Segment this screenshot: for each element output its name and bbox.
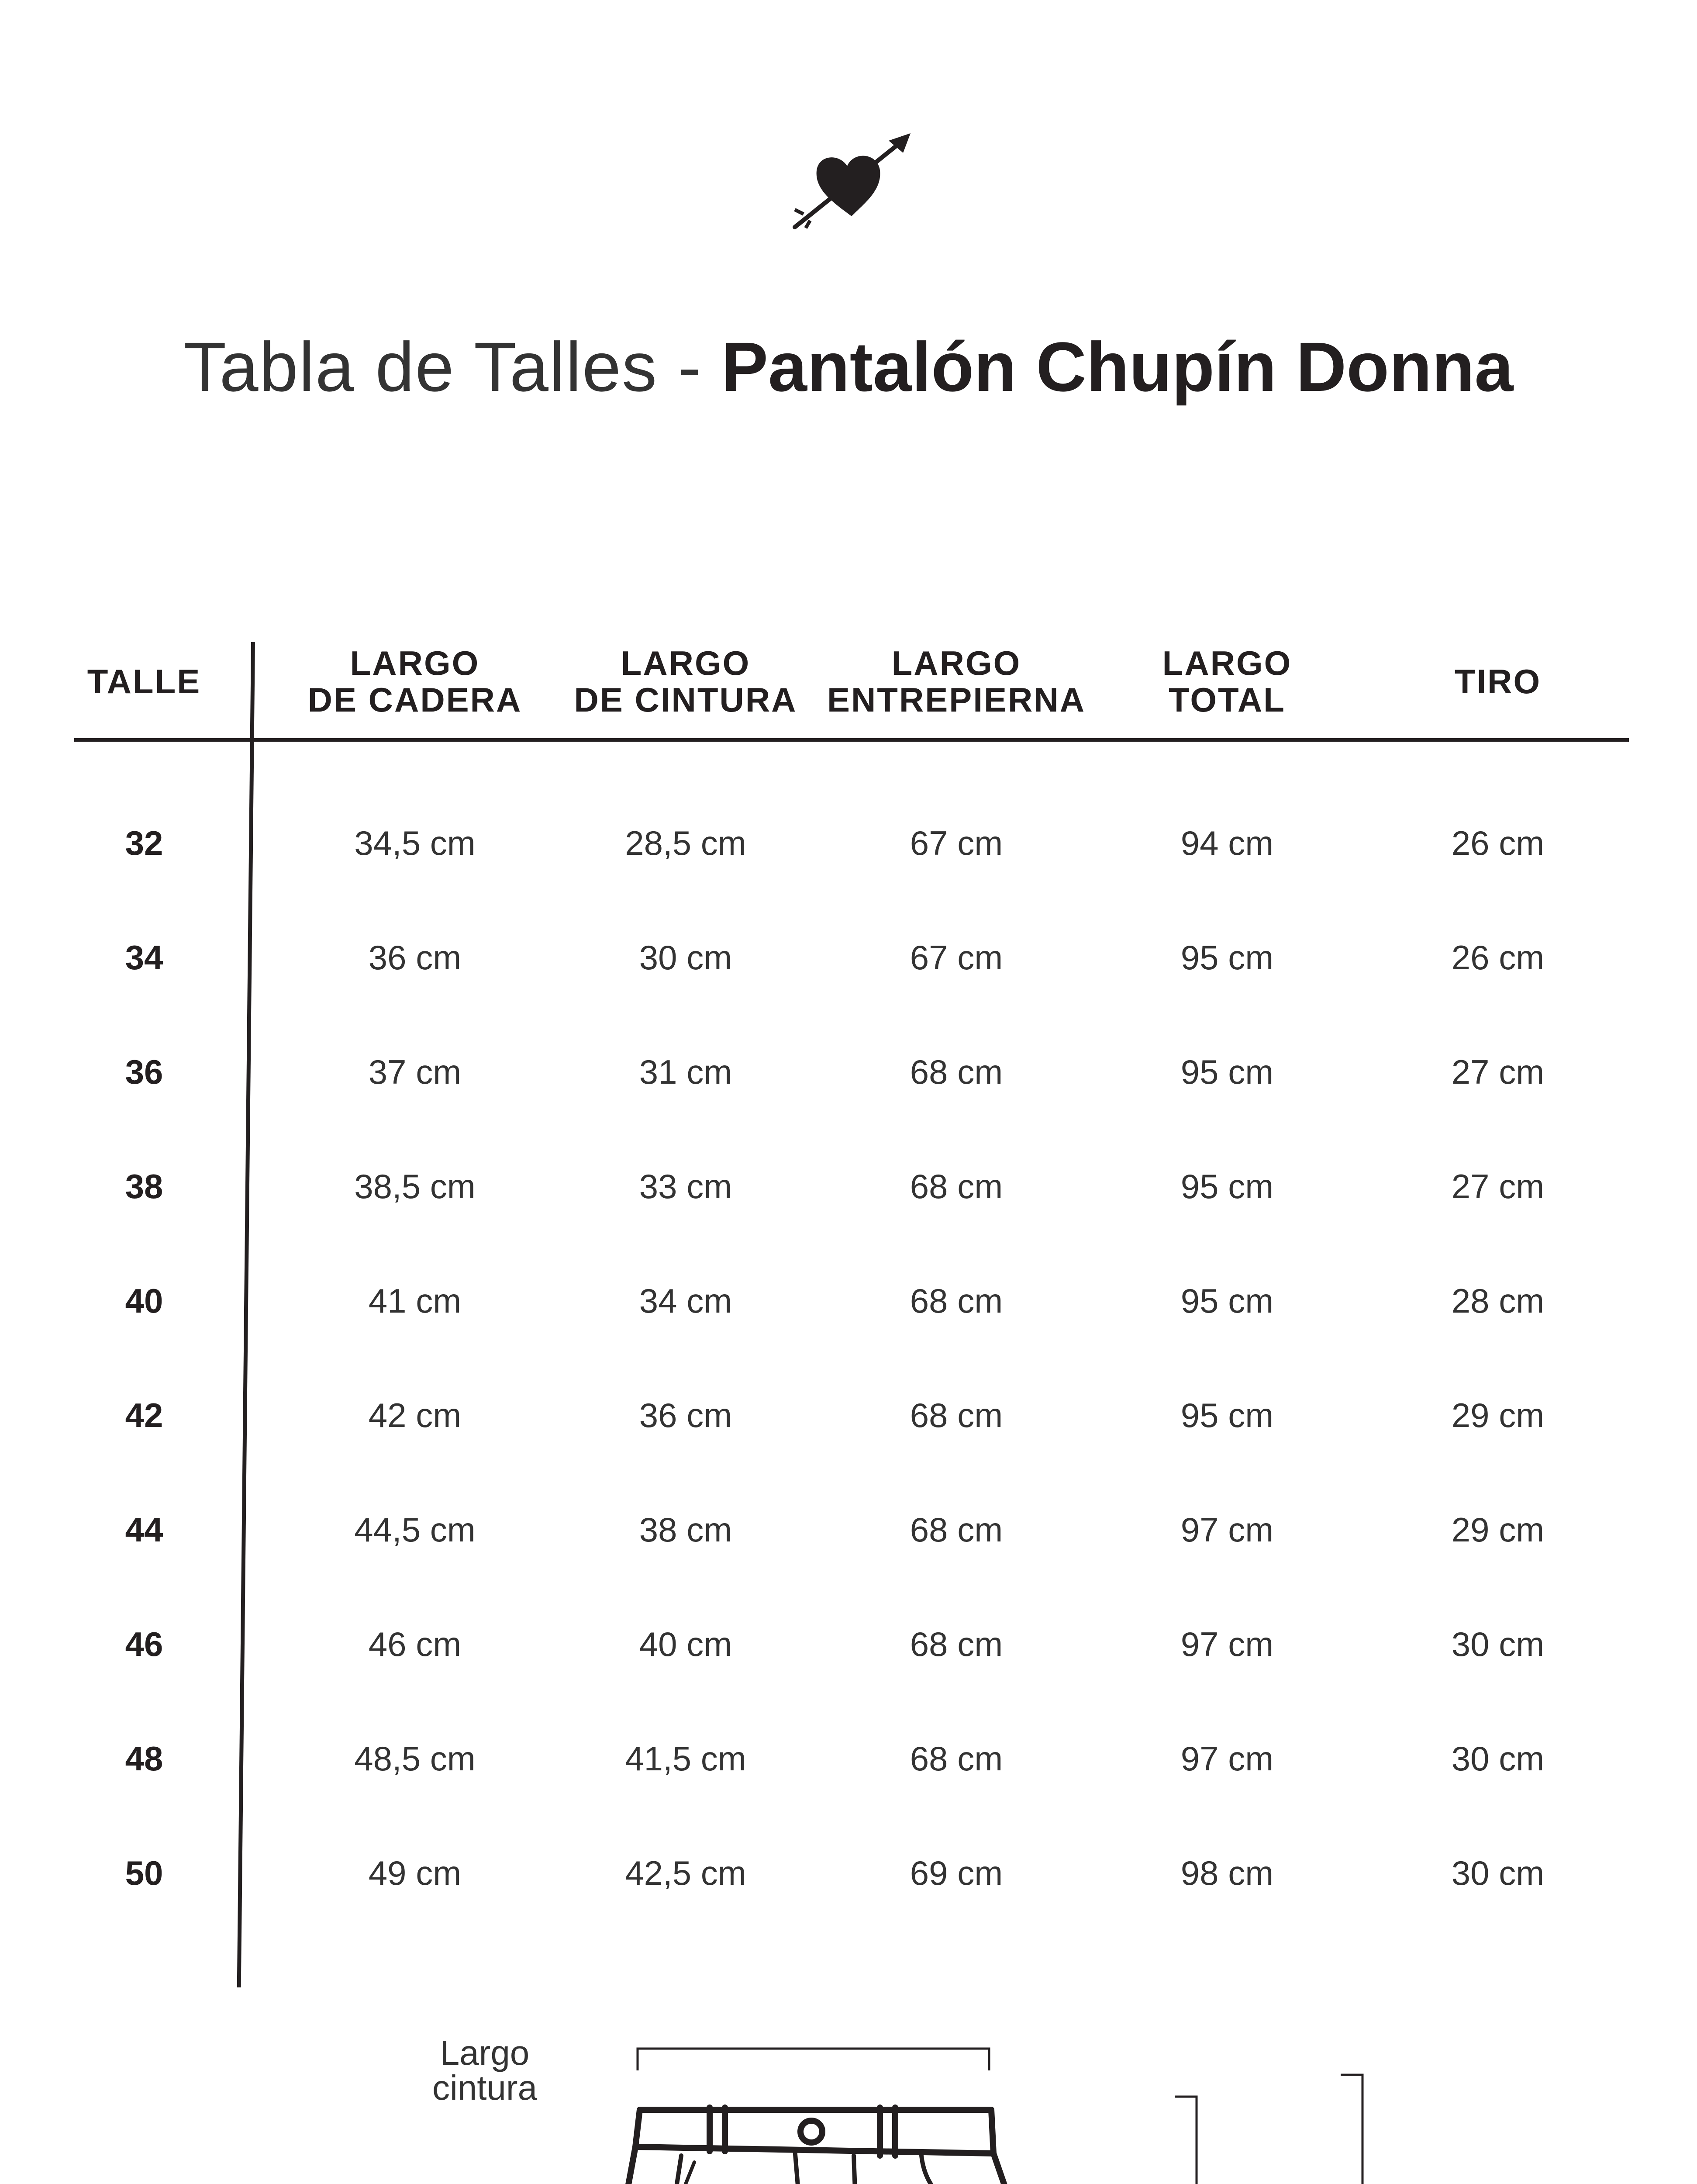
cell-tiro: 28 cm: [1451, 1281, 1545, 1320]
cell-cadera: 42 cm: [368, 1396, 462, 1434]
cell-total: 95 cm: [1180, 1052, 1274, 1091]
cell-entrepierna: 68 cm: [910, 1510, 1003, 1549]
cell-total: 97 cm: [1180, 1739, 1274, 1778]
cell-tiro: 30 cm: [1451, 1739, 1545, 1778]
cell-tiro: 26 cm: [1451, 823, 1545, 862]
cell-total: 95 cm: [1180, 1167, 1274, 1206]
cell-total: 95 cm: [1180, 938, 1274, 977]
cell-entrepierna: 68 cm: [910, 1052, 1003, 1091]
label-largo-cintura: Largo cintura: [432, 2033, 538, 2107]
header-largo-total: LARGO TOTAL: [1162, 644, 1292, 719]
header-largo-entrepierna: LARGO ENTREPIERNA: [827, 644, 1086, 719]
cell-cintura: 41,5 cm: [625, 1739, 746, 1778]
cell-cintura: 30 cm: [639, 938, 732, 977]
cell-entrepierna: 68 cm: [910, 1281, 1003, 1320]
cell-cadera: 34,5 cm: [354, 823, 476, 862]
cell-tiro: 27 cm: [1451, 1052, 1545, 1091]
cell-cadera: 37 cm: [368, 1052, 462, 1091]
cell-talle: 40: [125, 1281, 163, 1320]
cell-cadera: 38,5 cm: [354, 1167, 476, 1206]
cell-cadera: 44,5 cm: [354, 1510, 476, 1549]
cell-cadera: 41 cm: [368, 1281, 462, 1320]
cell-total: 98 cm: [1180, 1853, 1274, 1892]
cell-entrepierna: 67 cm: [910, 938, 1003, 977]
cell-cintura: 28,5 cm: [625, 823, 746, 862]
cell-talle: 36: [125, 1052, 163, 1091]
cell-talle: 42: [125, 1396, 163, 1434]
cell-cadera: 46 cm: [368, 1624, 462, 1663]
cell-tiro: 29 cm: [1451, 1396, 1545, 1434]
heart-with-arrow-icon: [790, 131, 913, 232]
cell-total: 97 cm: [1180, 1510, 1274, 1549]
cell-cintura: 36 cm: [639, 1396, 732, 1434]
header-talle: TALLE: [87, 662, 201, 701]
cell-entrepierna: 68 cm: [910, 1167, 1003, 1206]
page-title-prefix: Tabla de Talles -: [183, 328, 702, 406]
cell-total: 94 cm: [1180, 823, 1274, 862]
cell-cadera: 48,5 cm: [354, 1739, 476, 1778]
page-title: [0, 323, 1697, 411]
header-tiro: TIRO: [1454, 662, 1542, 701]
cell-talle: 38: [125, 1167, 163, 1206]
cell-tiro: 30 cm: [1451, 1853, 1545, 1892]
cell-tiro: 30 cm: [1451, 1624, 1545, 1663]
cell-talle: 32: [125, 823, 163, 862]
cell-tiro: 27 cm: [1451, 1167, 1545, 1206]
cell-cintura: 33 cm: [639, 1167, 732, 1206]
cell-total: 95 cm: [1180, 1281, 1274, 1320]
cell-entrepierna: 68 cm: [910, 1396, 1003, 1434]
cell-cintura: 40 cm: [639, 1624, 732, 1663]
cell-talle: 48: [125, 1739, 163, 1778]
cell-total: 97 cm: [1180, 1624, 1274, 1663]
cell-talle: 46: [125, 1624, 163, 1663]
cell-cintura: 34 cm: [639, 1281, 732, 1320]
page-title-product: Pantalón Chupín Donna: [721, 328, 1514, 406]
header-largo-cadera: LARGO DE CADERA: [307, 644, 522, 719]
cell-tiro: 26 cm: [1451, 938, 1545, 977]
cell-talle: 50: [125, 1853, 163, 1892]
table-header-divider: [74, 738, 1629, 742]
cell-talle: 44: [125, 1510, 163, 1549]
cell-cintura: 31 cm: [639, 1052, 732, 1091]
cell-entrepierna: 68 cm: [910, 1624, 1003, 1663]
cell-entrepierna: 69 cm: [910, 1853, 1003, 1892]
cell-cintura: 42,5 cm: [625, 1853, 746, 1892]
cell-cadera: 36 cm: [368, 938, 462, 977]
cell-talle: 34: [125, 938, 163, 977]
cell-total: 95 cm: [1180, 1396, 1274, 1434]
cell-cintura: 38 cm: [639, 1510, 732, 1549]
cell-entrepierna: 67 cm: [910, 823, 1003, 862]
cell-tiro: 29 cm: [1451, 1510, 1545, 1549]
header-largo-cintura: LARGO DE CINTURA: [574, 644, 797, 719]
cell-entrepierna: 68 cm: [910, 1739, 1003, 1778]
cell-cadera: 49 cm: [368, 1853, 462, 1892]
